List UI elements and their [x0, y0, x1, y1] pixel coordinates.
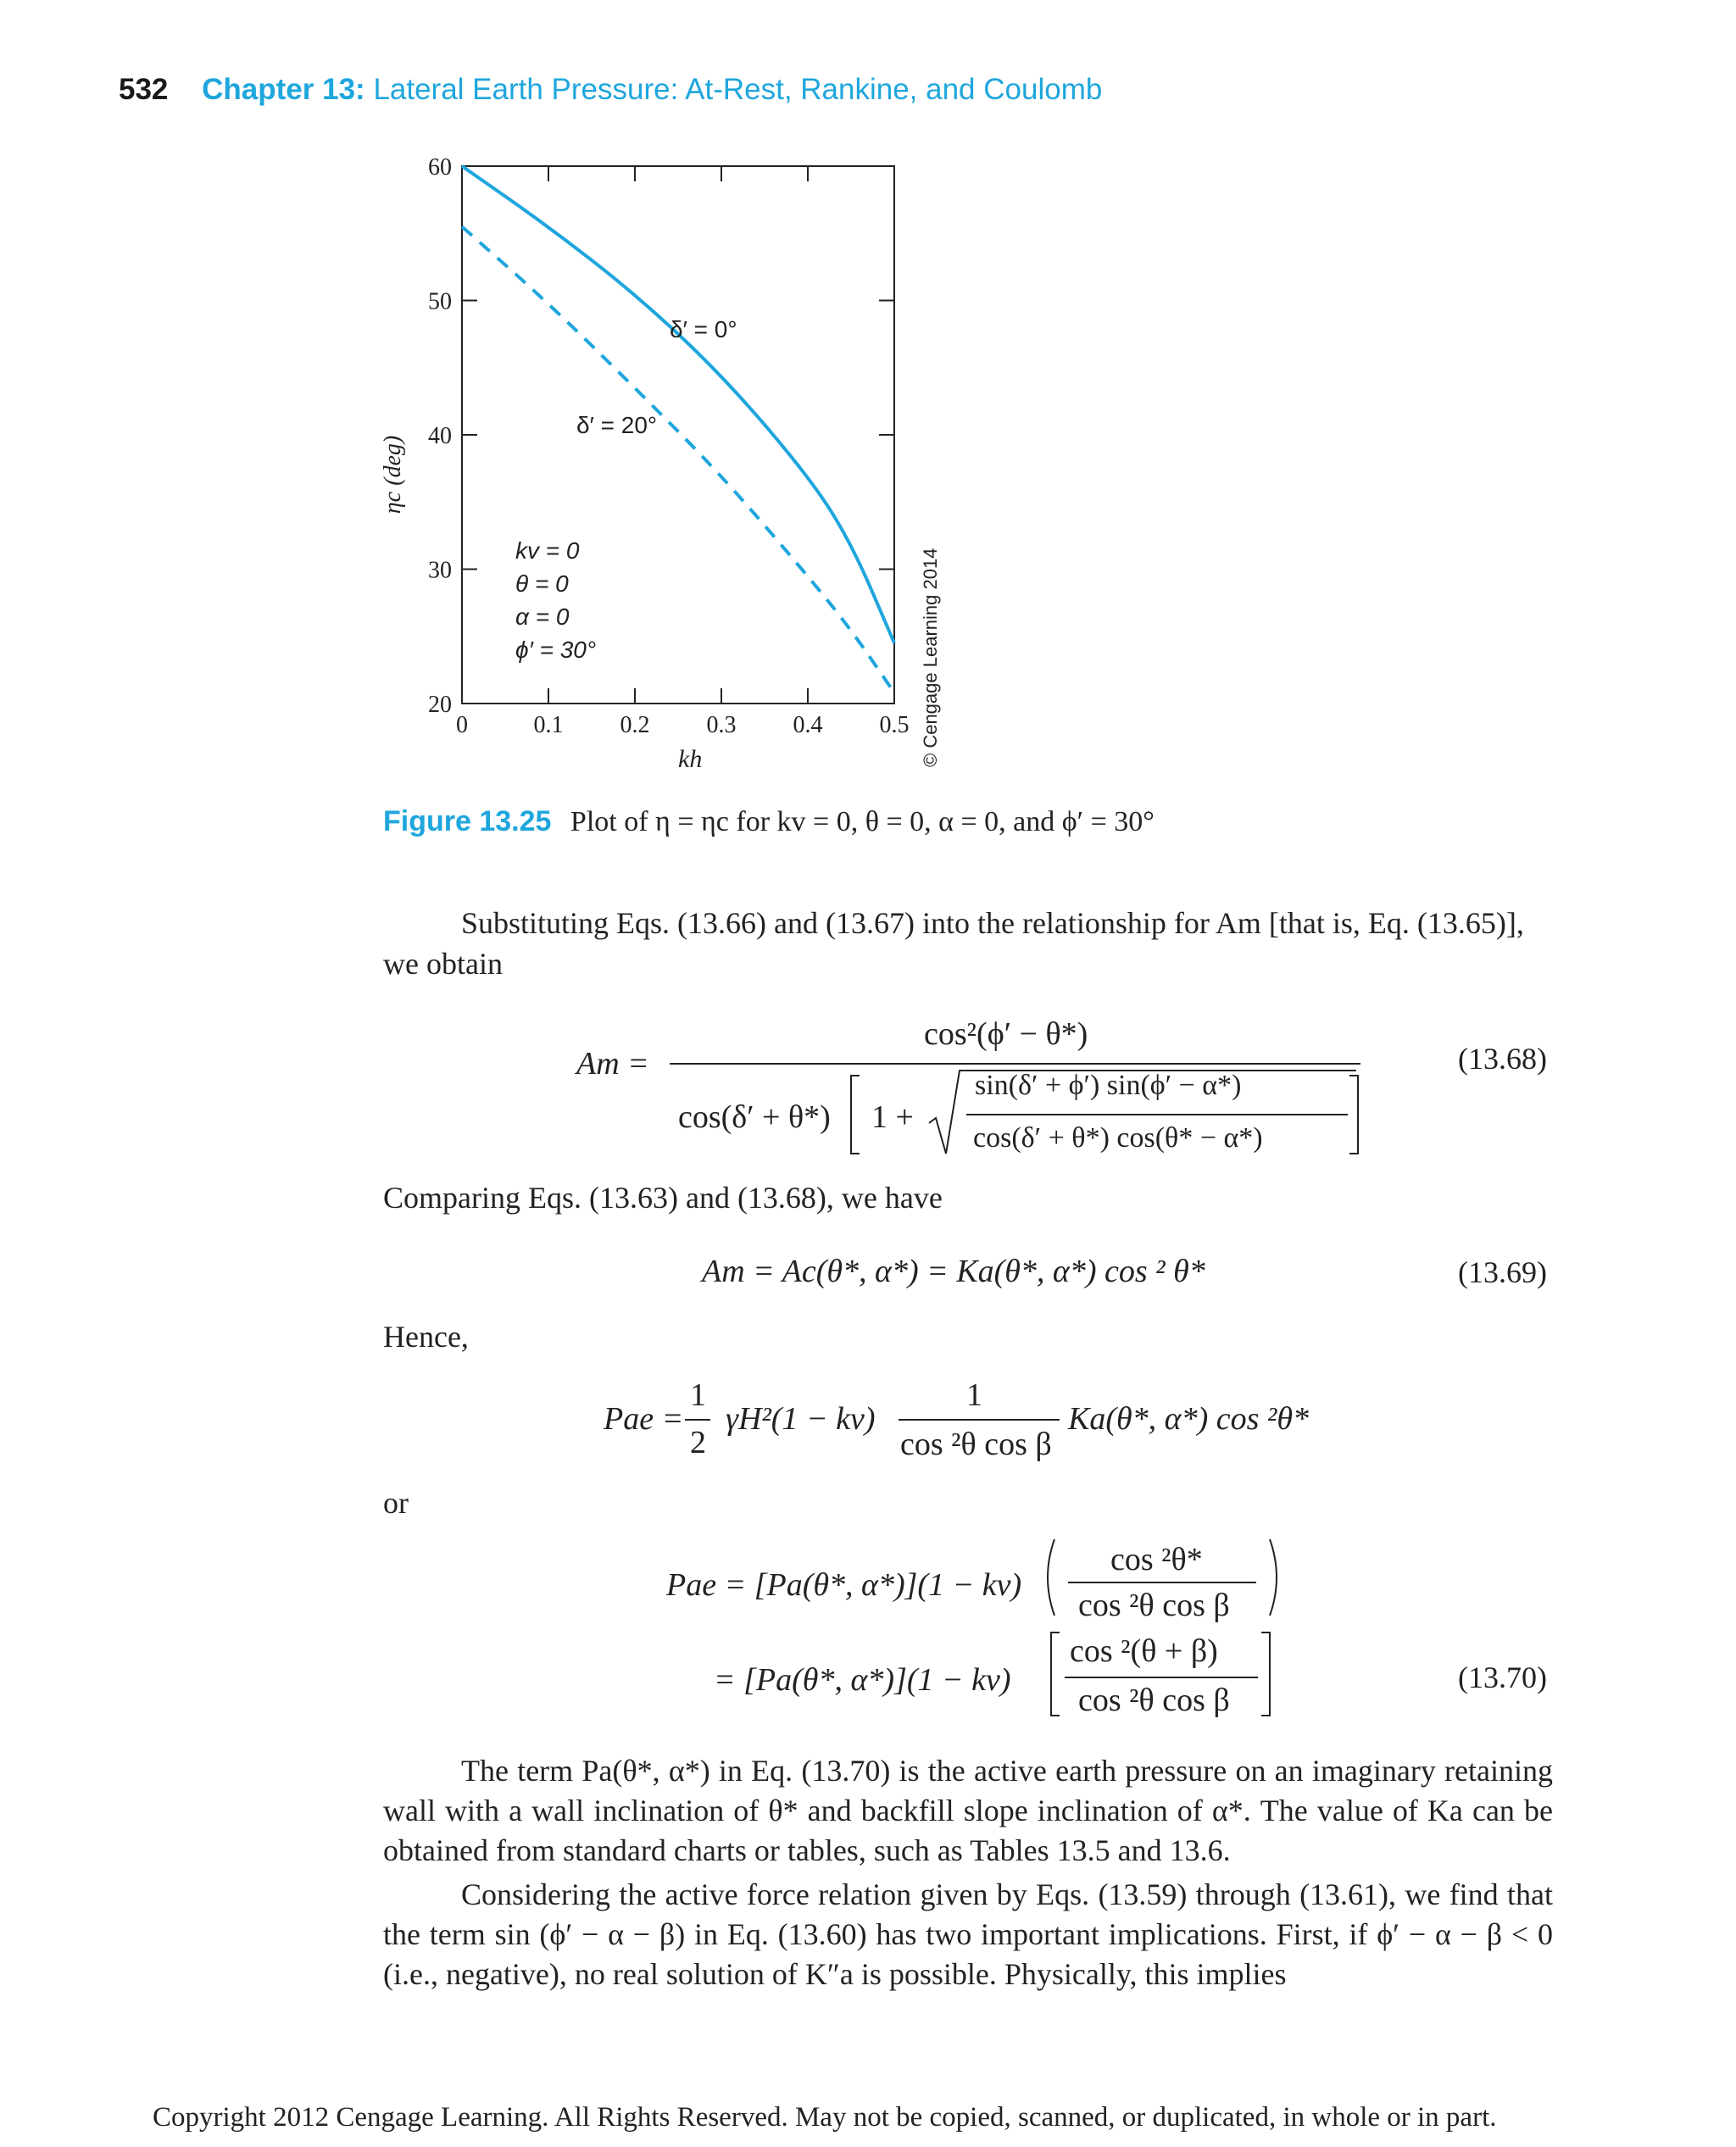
y-tick-label: 30 [428, 557, 452, 584]
eq69-number: (13.69) [1458, 1255, 1547, 1289]
paragraph-3: Hence, [383, 1320, 469, 1354]
annotation-delta-20: δ′ = 20° [576, 412, 658, 438]
paragraph-1-line-1: Substituting Eqs. (13.66) and (13.67) into the relationship for Am [that is, Eq. (13.65)], [461, 906, 1524, 940]
eq68-radical-denominator: cos(δ′ + θ*) cos(θ* − α*) [973, 1122, 1263, 1154]
figure-13-25-chart [0, 0, 1736, 814]
param-theta: θ = 0 [515, 570, 569, 597]
eq-pae1-mid: γH²(1 − kv) [726, 1401, 876, 1437]
x-tick-label: 0.1 [533, 712, 564, 738]
eq68-den-pre: cos(δ′ + θ*) [678, 1099, 831, 1135]
eq70b-denominator: cos ²θ cos β [1078, 1683, 1230, 1718]
figure-caption-text: Plot of η = ηc for kv = 0, θ = 0, α = 0, and ϕ′ = 30° [570, 806, 1155, 837]
paragraph-2: Comparing Eqs. (13.63) and (13.68), we have [383, 1181, 943, 1215]
eq-pae1-tail: Ka(θ*, α*) cos ²θ* [1068, 1401, 1309, 1437]
x-tick-label: 0 [456, 712, 468, 738]
eq68-radical-numerator: sin(δ′ + ϕ′) sin(ϕ′ − α*) [975, 1070, 1242, 1101]
eq70a-numerator: cos ²θ* [1110, 1542, 1203, 1577]
eq-pae1-lhs: Pae = [604, 1401, 684, 1437]
eq70b-numerator: cos ²(θ + β) [1070, 1633, 1218, 1669]
page-number: 532 [119, 73, 169, 106]
x-axis-label: kh [678, 745, 703, 773]
eq-pae1-half-den: 2 [690, 1425, 706, 1460]
x-tick-label: 0.2 [620, 712, 650, 738]
y-axis-label: ηc (deg) [380, 435, 406, 515]
annotation-delta-0: δ′ = 0° [670, 316, 737, 342]
eq-pae1-half-num: 1 [690, 1377, 706, 1413]
x-tick-label: 0.5 [879, 712, 910, 738]
copyright-footer: Copyright 2012 Cengage Learning. All Rights Reserved. May not be copied, scanned, or duplicated, in whole or in part. [153, 2102, 1497, 2133]
paragraph-1-line-2: we obtain [383, 947, 503, 981]
y-tick-label: 60 [428, 154, 452, 181]
eq68-den-one: 1 + [871, 1099, 914, 1135]
figure-caption [383, 805, 1155, 838]
eq68-numerator: cos²(ϕ′ − θ*) [924, 1016, 1088, 1052]
eq-pae1-frac-bar [899, 1419, 1060, 1421]
paragraph-4: or [383, 1486, 409, 1520]
paragraph-5: The term Pa(θ*, α*) in Eq. (13.70) is the active earth pressure on an imaginary retaining wall with a wall inclination of θ* and backfill slope inclination of α*. The value of Ka can be obtained from standard charts or tables, such as Tables 13.5 and 13.6. [383, 1754, 1553, 1867]
eq69: Am = Ac(θ*, α*) = Ka(θ*, α*) cos ² θ* [702, 1254, 1205, 1289]
eq70a-denominator: cos ²θ cos β [1078, 1588, 1230, 1623]
x-tick-label: 0.4 [793, 712, 823, 738]
eq70-number: (13.70) [1458, 1660, 1547, 1694]
eq68-number: (13.68) [1458, 1042, 1547, 1076]
eq-pae1-half-bar [685, 1419, 710, 1421]
eq70b-lhs: = [Pa(θ*, α*)](1 − kv) [714, 1662, 1011, 1698]
y-tick-label: 40 [428, 423, 452, 449]
eq-pae1-frac-num: 1 [966, 1377, 982, 1413]
param-alpha: α = 0 [515, 603, 570, 630]
chapter-title: Lateral Earth Pressure: At-Rest, Rankine, and Coulomb [373, 73, 1103, 106]
y-tick-label: 50 [428, 288, 452, 315]
eq70a-lhs: Pae = [Pa(θ*, α*)](1 − kv) [666, 1567, 1022, 1603]
figure-copyright: © Cengage Learning 2014 [920, 548, 941, 767]
param-kv: kv = 0 [515, 537, 580, 564]
y-tick-label: 20 [428, 692, 452, 718]
chart-axes [428, 154, 910, 738]
eq70b-fraction-bar [1065, 1677, 1258, 1678]
chapter-label: Chapter 13: [202, 73, 365, 106]
eq-pae1-frac-den: cos ²θ cos β [900, 1427, 1052, 1462]
x-tick-label: 0.3 [706, 712, 737, 738]
eq68-lhs: Am = [576, 1046, 649, 1082]
param-phi: ϕ′ = 30° [515, 637, 597, 663]
paragraph-6: Considering the active force relation given by Eqs. (13.59) through (13.61), we find that the term sin (ϕ′ − α − β) in Eq. (13.60) has two important implications. First, if ϕ′ − α − β < 0 (i.e., negative), no real solution of K″a is possible. Physically, this implies [383, 1877, 1553, 1991]
eq70a-fraction-bar [1068, 1582, 1256, 1583]
figure-label: Figure 13.25 [383, 805, 552, 837]
